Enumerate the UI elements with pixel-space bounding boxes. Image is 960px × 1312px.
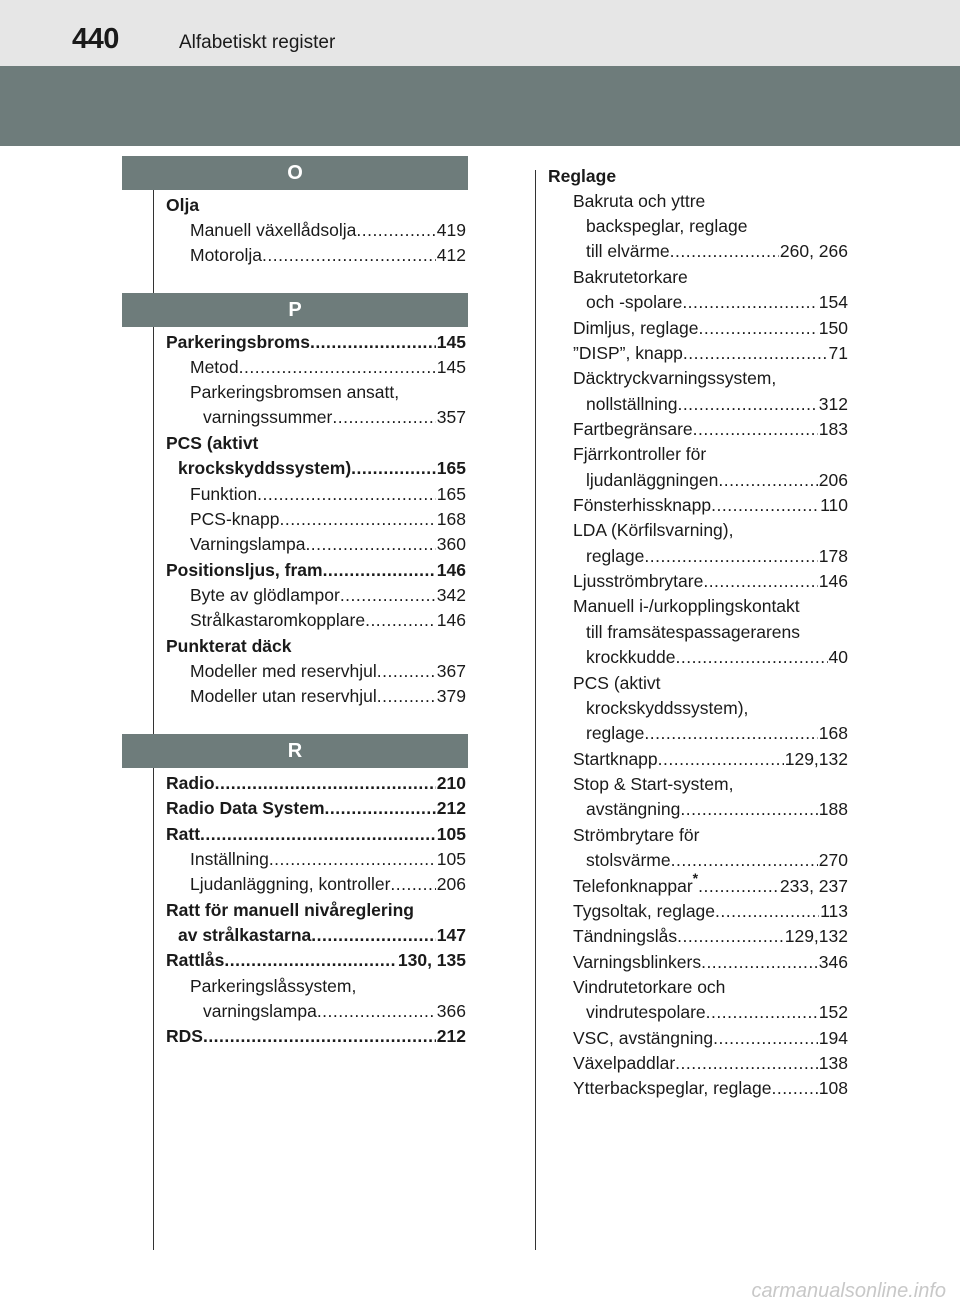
index-entry[interactable] xyxy=(190,355,466,379)
index-entry[interactable] xyxy=(166,822,466,846)
entry-page: 110 xyxy=(820,495,848,515)
entry-label: till elvärme xyxy=(586,241,670,261)
index-entry[interactable] xyxy=(573,1076,848,1100)
index-entry[interactable] xyxy=(190,243,466,267)
index-subheading: Bakruta och yttre xyxy=(573,191,706,211)
index-entry[interactable] xyxy=(166,771,466,795)
leader-dots xyxy=(670,239,779,263)
entry-page: 342 xyxy=(436,585,466,605)
entry-page: 212 xyxy=(436,1026,466,1046)
index-entry[interactable] xyxy=(190,659,466,683)
entry-label: Tändningslås xyxy=(573,926,678,946)
leader-dots xyxy=(683,341,828,365)
index-entry[interactable] xyxy=(573,493,848,517)
index-entry[interactable] xyxy=(573,417,848,441)
entry-label: nollställning xyxy=(586,394,678,414)
leader-dots xyxy=(224,948,397,972)
entry-label: Positionsljus, fram xyxy=(166,560,323,580)
index-subheading: Fjärrkontroller för xyxy=(573,444,707,464)
entry-page: 412 xyxy=(436,245,466,265)
index-entry[interactable] xyxy=(166,1024,466,1048)
entry-label: vindrutespolare xyxy=(586,1002,706,1022)
leader-dots xyxy=(203,1024,436,1048)
index-heading-olja: Olja xyxy=(166,195,200,215)
index-entry[interactable] xyxy=(586,645,848,669)
section-header-r: R xyxy=(122,734,468,768)
entry-label: och -spolare xyxy=(586,292,683,312)
index-entry[interactable] xyxy=(586,797,848,821)
entry-label: Ratt xyxy=(166,824,201,844)
entry-label: Byte av glödlampor xyxy=(190,585,340,605)
index-subheading: Strömbrytare för xyxy=(573,825,700,845)
leader-dots xyxy=(676,645,828,669)
entry-label: RDS xyxy=(166,1026,203,1046)
entry-label: Fartbegränsare xyxy=(573,419,693,439)
entry-label: Varningslampa xyxy=(190,534,306,554)
leader-dots xyxy=(682,290,817,314)
entry-label: Motorolja xyxy=(190,245,262,265)
entry-label: varningssummer xyxy=(203,407,333,427)
entry-page: 183 xyxy=(818,419,848,439)
leader-dots xyxy=(317,999,436,1023)
index-entry[interactable] xyxy=(190,583,466,607)
leader-dots xyxy=(644,544,817,568)
entry-page: 188 xyxy=(818,799,848,819)
index-entry[interactable] xyxy=(190,684,466,708)
leader-dots xyxy=(713,1026,818,1050)
index-entry[interactable] xyxy=(573,316,848,340)
left-column-rule xyxy=(153,170,154,1250)
entry-page: 260, 266 xyxy=(779,241,848,261)
entry-label: VSC, avstängning xyxy=(573,1028,714,1048)
leader-dots xyxy=(677,924,784,948)
entry-page: 40 xyxy=(828,647,848,667)
leader-dots xyxy=(332,405,435,429)
entry-page: 145 xyxy=(436,332,466,352)
index-subheading: PCS (aktivt xyxy=(573,673,661,693)
entry-page: 210 xyxy=(436,773,466,793)
entry-page: 108 xyxy=(818,1078,848,1098)
entry-page: 146 xyxy=(436,560,466,580)
leader-dots xyxy=(671,848,818,872)
leader-dots xyxy=(310,330,436,354)
entry-label: Ljudanläggning, kontroller xyxy=(190,874,391,894)
index-entry[interactable] xyxy=(166,796,466,820)
entry-page: 71 xyxy=(828,343,848,363)
entry-label: ”DISP”, knapp xyxy=(573,343,683,363)
entry-label: Metod xyxy=(190,357,239,377)
index-entry[interactable] xyxy=(573,341,848,365)
entry-label: Radio xyxy=(166,773,215,793)
entry-label: Parkeringsbroms xyxy=(166,332,310,352)
index-entry[interactable] xyxy=(203,405,466,429)
entry-label: avstängning xyxy=(586,799,681,819)
index-entry[interactable] xyxy=(190,847,466,871)
leader-dots xyxy=(644,721,817,745)
entry-page: 206 xyxy=(436,874,466,894)
entry-page: 146 xyxy=(436,610,466,630)
index-heading: Ratt för manuell nivåreglering xyxy=(166,900,414,920)
entry-page: 360 xyxy=(436,534,466,554)
index-subheading: backspeglar, reglage xyxy=(586,216,748,236)
entry-label: Ytterbackspeglar, reglage xyxy=(573,1078,772,1098)
index-entry[interactable] xyxy=(166,558,466,582)
index-entry[interactable] xyxy=(573,1026,848,1050)
index-entry[interactable] xyxy=(190,872,466,896)
leader-dots xyxy=(365,608,436,632)
entry-page: 168 xyxy=(436,509,466,529)
index-entry[interactable] xyxy=(178,923,466,947)
leader-dots xyxy=(200,822,436,846)
entry-page: 154 xyxy=(818,292,848,312)
entry-label: Dimljus, reglage xyxy=(573,318,699,338)
entry-page: 165 xyxy=(436,458,466,478)
leader-dots xyxy=(680,797,817,821)
leader-dots xyxy=(718,468,817,492)
entry-page: 105 xyxy=(436,824,466,844)
leader-dots xyxy=(311,923,436,947)
index-entry[interactable] xyxy=(166,948,466,972)
leader-dots xyxy=(280,507,436,531)
entry-label: Växelpaddlar xyxy=(573,1053,676,1073)
index-subheading: Stop & Start-system, xyxy=(573,774,734,794)
leader-dots xyxy=(703,569,817,593)
footnote-mark: * xyxy=(692,870,699,887)
entry-page: 138 xyxy=(818,1053,848,1073)
page-header xyxy=(0,0,960,66)
entry-page: 113 xyxy=(820,901,848,921)
page-number: 440 xyxy=(72,23,119,55)
leader-dots xyxy=(257,482,436,506)
index-entry[interactable] xyxy=(586,544,848,568)
index-entry[interactable] xyxy=(190,482,466,506)
entry-page: 419 xyxy=(436,220,466,240)
index-subheading: krockskyddssystem), xyxy=(586,698,749,718)
leader-dots xyxy=(698,874,779,898)
leader-dots xyxy=(269,847,436,871)
entry-page: 206 xyxy=(818,470,848,490)
leader-dots xyxy=(215,771,436,795)
entry-page: 194 xyxy=(818,1028,848,1048)
entry-label: Modeller med reservhjul xyxy=(190,661,377,681)
entry-page: 165 xyxy=(436,484,466,504)
leader-dots xyxy=(340,583,436,607)
index-subheading: Parkeringsbromsen ansatt, xyxy=(190,382,400,402)
entry-page: 152 xyxy=(818,1002,848,1022)
index-entry[interactable] xyxy=(586,848,848,872)
index-entry[interactable] xyxy=(573,1051,848,1075)
entry-label: Manuell växellådsolja xyxy=(190,220,357,240)
entry-page: 312 xyxy=(818,394,848,414)
leader-dots xyxy=(658,747,784,771)
leader-dots xyxy=(390,872,435,896)
index-entry[interactable] xyxy=(166,330,466,354)
entry-page: 130, 135 xyxy=(397,950,466,970)
index-subheading: Vindrutetorkare och xyxy=(573,977,726,997)
entry-page: 168 xyxy=(818,723,848,743)
leader-dots xyxy=(377,684,436,708)
entry-page: 212 xyxy=(436,798,466,818)
entry-label: reglage xyxy=(586,723,645,743)
entry-label: Varningsblinkers xyxy=(573,952,702,972)
entry-label: stolsvärme xyxy=(586,850,671,870)
entry-page: 270 xyxy=(818,850,848,870)
entry-page: 150 xyxy=(818,318,848,338)
index-entry[interactable] xyxy=(573,747,848,771)
entry-label: Radio Data System xyxy=(166,798,325,818)
index-entry[interactable] xyxy=(586,1000,848,1024)
entry-page: 129,132 xyxy=(784,926,848,946)
entry-label: Tygsoltak, reglage xyxy=(573,901,716,921)
leader-dots xyxy=(305,532,435,556)
index-entry[interactable] xyxy=(586,290,848,314)
index-entry[interactable] xyxy=(573,899,848,923)
index-entry[interactable] xyxy=(573,870,848,898)
header-banner xyxy=(0,66,960,146)
leader-dots xyxy=(771,1076,817,1100)
entry-label: ljudanläggningen xyxy=(586,470,719,490)
leader-dots xyxy=(262,243,436,267)
entry-label: Funktion xyxy=(190,484,258,504)
leader-dots xyxy=(325,796,436,820)
entry-page: 147 xyxy=(436,925,466,945)
leader-dots xyxy=(675,1051,818,1075)
index-subheading: Manuell i-/urkopplingskontakt xyxy=(573,596,800,616)
entry-label: Fönsterhissknapp xyxy=(573,495,712,515)
leader-dots xyxy=(377,659,436,683)
index-entry[interactable] xyxy=(190,218,466,242)
leader-dots xyxy=(677,392,817,416)
index-subheading: till framsätespassagerarens xyxy=(586,622,800,642)
watermark: carmanualsonline.info xyxy=(751,1280,946,1302)
leader-dots xyxy=(698,316,817,340)
index-heading: Punkterat däck xyxy=(166,636,292,656)
entry-label: reglage xyxy=(586,546,645,566)
entry-label: Rattlås xyxy=(166,950,225,970)
entry-label: Inställning xyxy=(190,849,269,869)
entry-label: av strålkastarna xyxy=(178,925,312,945)
entry-label: Telefonknappar xyxy=(573,876,693,896)
entry-label: Modeller utan reservhjul xyxy=(190,686,377,706)
index-entry[interactable] xyxy=(586,468,848,492)
leader-dots xyxy=(356,218,435,242)
section-header-p: P xyxy=(122,293,468,327)
leader-dots xyxy=(239,355,436,379)
index-entry[interactable] xyxy=(586,392,848,416)
index-entry[interactable] xyxy=(586,239,848,263)
index-heading: PCS (aktivt xyxy=(166,433,259,453)
index-entry[interactable] xyxy=(573,950,848,974)
entry-page: 105 xyxy=(436,849,466,869)
index-entry[interactable] xyxy=(190,507,466,531)
entry-page: 145 xyxy=(436,357,466,377)
entry-label: krockkudde xyxy=(586,647,676,667)
index-subheading: Parkeringslåssystem, xyxy=(190,976,357,996)
index-subheading: LDA (Körfilsvarning), xyxy=(573,520,734,540)
entry-label: PCS-knapp xyxy=(190,509,280,529)
index-entry[interactable] xyxy=(190,608,466,632)
entry-page: 379 xyxy=(436,686,466,706)
entry-page: 233, 237 xyxy=(779,876,848,896)
index-heading-reglage: Reglage xyxy=(548,166,617,186)
entry-label: krockskyddssystem) xyxy=(178,458,352,478)
entry-page: 178 xyxy=(818,546,848,566)
leader-dots xyxy=(323,558,436,582)
right-column-rule xyxy=(535,170,536,1250)
entry-label: Strålkastaromkopplare xyxy=(190,610,366,630)
entry-page: 129,132 xyxy=(784,749,848,769)
entry-page: 367 xyxy=(436,661,466,681)
entry-label: Startknapp xyxy=(573,749,658,769)
entry-page: 346 xyxy=(818,952,848,972)
index-entry[interactable] xyxy=(178,456,466,480)
leader-dots xyxy=(351,456,436,480)
entry-page: 357 xyxy=(436,407,466,427)
leader-dots xyxy=(693,417,818,441)
index-entry[interactable] xyxy=(586,721,848,745)
page-title: Alfabetiskt register xyxy=(179,32,336,53)
leader-dots xyxy=(706,1000,818,1024)
entry-page: 366 xyxy=(436,1001,466,1021)
section-header-o: O xyxy=(122,156,468,190)
index-subheading: Bakrutetorkare xyxy=(573,267,688,287)
index-entry[interactable] xyxy=(573,569,848,593)
entry-page: 146 xyxy=(818,571,848,591)
leader-dots xyxy=(715,899,819,923)
index-entry[interactable] xyxy=(203,999,466,1023)
index-entry[interactable] xyxy=(573,924,848,948)
index-entry[interactable] xyxy=(190,532,466,556)
entry-label: varningslampa xyxy=(203,1001,317,1021)
leader-dots xyxy=(711,493,819,517)
leader-dots xyxy=(701,950,818,974)
index-subheading: Däcktryckvarningssystem, xyxy=(573,368,777,388)
entry-label: Ljusströmbrytare xyxy=(573,571,704,591)
